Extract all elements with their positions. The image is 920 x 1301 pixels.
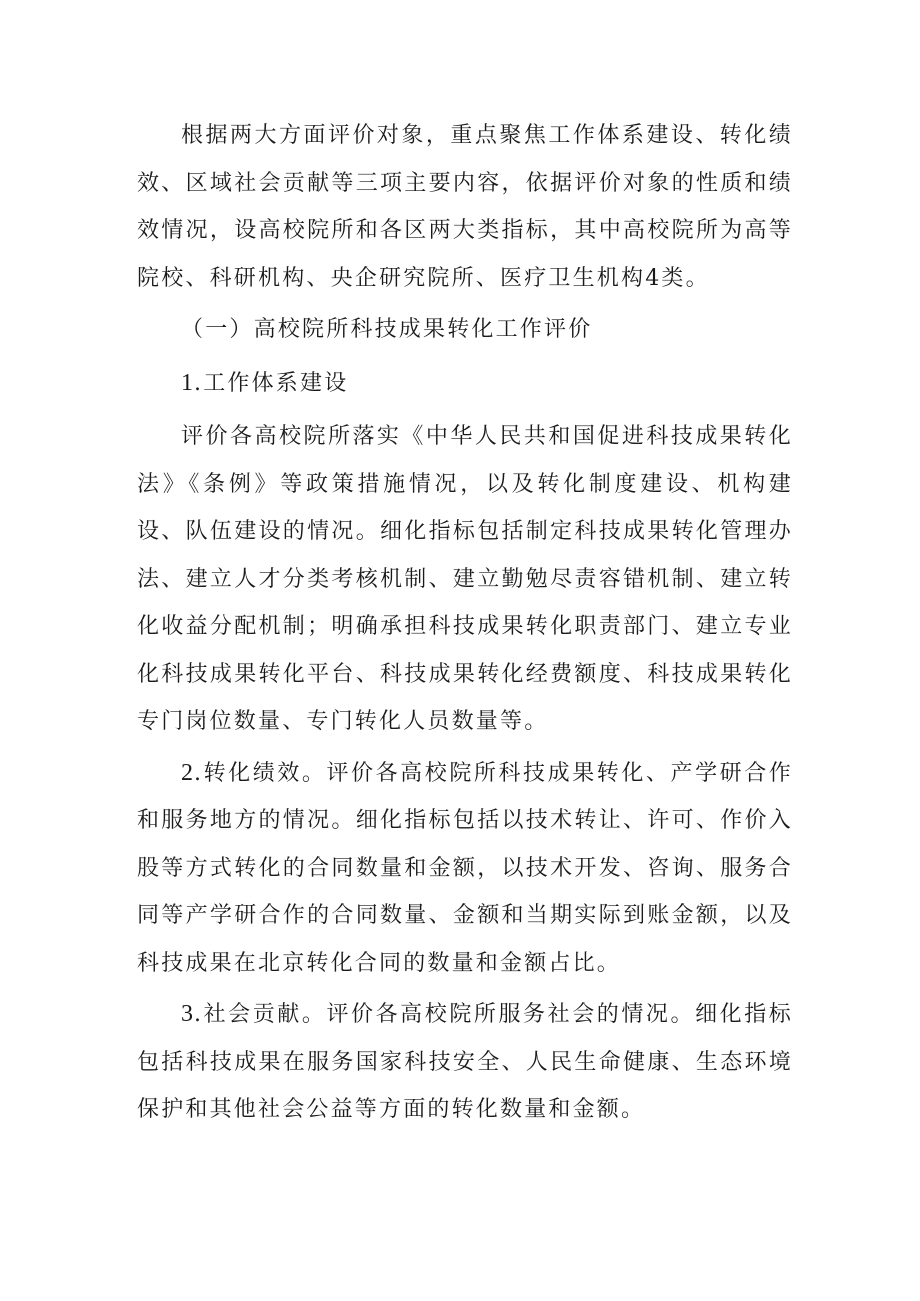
- item1-body-paragraph: 评价各高校院所落实《中华人民共和国促进科技成果转化法》《条例》等政策措施情况，以及转化制度建设、机构建设、队伍建设的情况。细化指标包括制定科技成果转化管理办法、建立人才分类考核机制、建立勤勉尽责容错机制、建立转化收益分配机制；明确承担科技成果转化职责部门、建立专业化科技成果转化平台、科技成果转化经费额度、科技成果转化专门岗位数量、专门转化人员数量等。: [137, 424, 793, 734]
- item2-paragraph: [137, 750, 793, 988]
- item1-title: .工作体系建设: [194, 370, 349, 396]
- intro-paragraph: 根据两大方面评价对象，重点聚焦工作体系建设、转化绩效、区域社会贡献等三项主要内容，依据评价对象的性质和绩效情况，设高校院所和各区两大类指标，其中高校院所为高等院校、科研机构、央企研究院所、医疗卫生机构4类。: [137, 123, 793, 291]
- item3-text: .社会贡献。评价各高校院所服务社会的情况。细化指标包括科技成果在服务国家科技安全、人民生命健康、生态环境保护和其他社会公益等方面的转化数量和金额。: [137, 1002, 793, 1122]
- item2-number: 2: [181, 759, 194, 786]
- document-body: [137, 112, 793, 1138]
- item1-number: 1: [181, 369, 194, 396]
- item2-text: .转化绩效。评价各高校院所科技成果转化、产学研合作和服务地方的情况。细化指标包括以技术转让、许可、作价入股等方式转化的合同数量和金额，以技术开发、咨询、服务合同等产学研合作的合同数量、金额和当期实际到账金额，以及科技成果在北京转化合同的数量和金额占比。: [137, 760, 793, 976]
- item3-paragraph: [137, 991, 793, 1134]
- section-heading: （一）高校院所科技成果转化工作评价: [181, 317, 593, 342]
- item3-number: 3: [181, 1001, 194, 1027]
- item1-heading: [137, 360, 793, 408]
